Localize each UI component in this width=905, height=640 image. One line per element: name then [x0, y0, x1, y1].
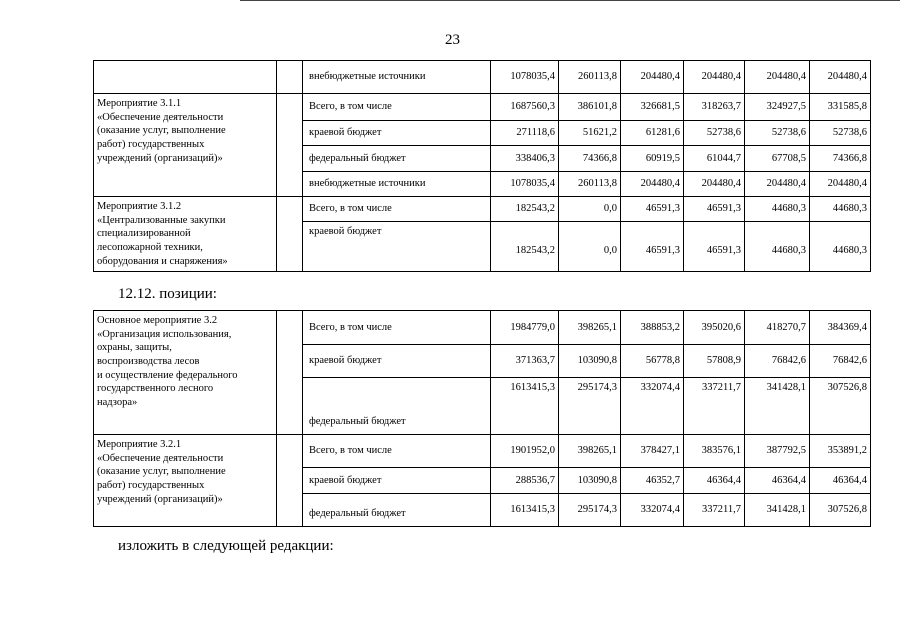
description-line: надзора»: [97, 396, 138, 408]
value-cell: 383576,1: [684, 435, 745, 468]
row-label: Всего, в том числе: [303, 94, 491, 121]
value-cell: 307526,8: [810, 494, 871, 527]
description-line: и осуществление федерального: [97, 369, 238, 381]
spacer-cell: [277, 311, 303, 435]
spacer-cell: [277, 435, 303, 527]
value-cell: 44680,3: [810, 197, 871, 222]
value-cell: 44680,3: [745, 197, 810, 222]
table-row: [94, 94, 871, 121]
value-cell: 271118,6: [491, 121, 559, 146]
description-line: (оказание услуг, выполнение: [97, 125, 226, 137]
value-cell: 338406,3: [491, 146, 559, 172]
value-cell: 74366,8: [559, 146, 621, 172]
description-line: учреждений (организаций)»: [97, 152, 223, 164]
row-label: краевой бюджет: [303, 222, 491, 272]
value-cell: 378427,1: [621, 435, 684, 468]
value-cell: 61044,7: [684, 146, 745, 172]
row-label: внебюджетные источники: [303, 172, 491, 197]
spacer-cell: [277, 61, 303, 94]
description-line: работ) государственных: [97, 479, 205, 491]
value-cell: 332074,4: [621, 494, 684, 527]
value-cell: 60919,5: [621, 146, 684, 172]
value-cell: 204480,4: [810, 61, 871, 94]
row-label: Всего, в том числе: [303, 197, 491, 222]
value-cell: 204480,4: [810, 172, 871, 197]
value-cell: 46364,4: [810, 468, 871, 494]
table-row: [94, 61, 871, 94]
description-line: Мероприятие 3.1.1: [97, 98, 182, 109]
row-label: краевой бюджет: [303, 345, 491, 378]
value-cell: 1078035,4: [491, 61, 559, 94]
value-cell: 44680,3: [810, 222, 871, 272]
row-label: краевой бюджет: [303, 121, 491, 146]
value-cell: 46591,3: [684, 222, 745, 272]
value-cell: 204480,4: [684, 61, 745, 94]
value-cell: 318263,7: [684, 94, 745, 121]
budget-table-3-1: [93, 60, 871, 272]
value-cell: 337211,7: [684, 378, 745, 435]
spacer-cell: [277, 197, 303, 272]
description-line: учреждений (организаций)»: [97, 493, 223, 505]
value-cell: 103090,8: [559, 468, 621, 494]
value-cell: 387792,5: [745, 435, 810, 468]
description-line: специализированной: [97, 228, 191, 240]
value-cell: 295174,3: [559, 378, 621, 435]
section-heading: 12.12. позиции:: [118, 286, 217, 302]
description-line: лесопожарной техники,: [97, 241, 203, 253]
value-cell: 395020,6: [684, 311, 745, 345]
description-line: «Обеспечение деятельности: [97, 452, 224, 464]
description-cell-3-1-1: [94, 94, 277, 197]
value-cell: 182543,2: [491, 197, 559, 222]
value-cell: 67708,5: [745, 146, 810, 172]
description-line: работ) государственных: [97, 138, 205, 150]
description-line: «Централизованные закупки: [97, 214, 226, 226]
value-cell: 341428,1: [745, 494, 810, 527]
value-cell: 1901952,0: [491, 435, 559, 468]
table-row: [94, 435, 871, 468]
value-cell: 52738,6: [684, 121, 745, 146]
description-line: «Организация использования,: [97, 328, 232, 340]
value-cell: 46364,4: [745, 468, 810, 494]
description-cell-3-2: [94, 311, 277, 435]
value-cell: 182543,2: [491, 222, 559, 272]
row-label: Всего, в том числе: [303, 435, 491, 468]
value-cell: 204480,4: [745, 61, 810, 94]
value-cell: 353891,2: [810, 435, 871, 468]
value-cell: 398265,1: [559, 435, 621, 468]
value-cell: 386101,8: [559, 94, 621, 121]
row-label: краевой бюджет: [303, 468, 491, 494]
value-cell: 46352,7: [621, 468, 684, 494]
value-cell: 324927,5: [745, 94, 810, 121]
value-cell: 1687560,3: [491, 94, 559, 121]
value-cell: 1613415,3: [491, 378, 559, 435]
value-cell: 326681,5: [621, 94, 684, 121]
value-cell: 103090,8: [559, 345, 621, 378]
value-cell: 46591,3: [621, 222, 684, 272]
value-cell: 1613415,3: [491, 494, 559, 527]
row-label: федеральный бюджет: [303, 378, 491, 435]
value-cell: 204480,4: [621, 61, 684, 94]
page-number: 23: [445, 32, 460, 48]
value-cell: 76842,6: [810, 345, 871, 378]
description-line: оборудования и снаряжения»: [97, 255, 228, 267]
description-line: государственного лесного: [97, 383, 214, 395]
value-cell: 46591,3: [684, 197, 745, 222]
table-row: [94, 197, 871, 222]
table-row: [94, 311, 871, 345]
value-cell: 52738,6: [810, 121, 871, 146]
value-cell: 398265,1: [559, 311, 621, 345]
value-cell: 384369,4: [810, 311, 871, 345]
value-cell: 260113,8: [559, 172, 621, 197]
value-cell: 295174,3: [559, 494, 621, 527]
description-cell: [94, 61, 277, 94]
row-label: Всего, в том числе: [303, 311, 491, 345]
value-cell: 307526,8: [810, 378, 871, 435]
value-cell: 204480,4: [745, 172, 810, 197]
value-cell: 0,0: [559, 197, 621, 222]
spacer-cell: [277, 94, 303, 197]
value-cell: 341428,1: [745, 378, 810, 435]
value-cell: 61281,6: [621, 121, 684, 146]
description-line: Мероприятие 3.2.1: [97, 439, 182, 450]
value-cell: 332074,4: [621, 378, 684, 435]
description-line: Мероприятие 3.1.2: [97, 201, 182, 212]
description-line: «Обеспечение деятельности: [97, 111, 224, 123]
value-cell: 371363,7: [491, 345, 559, 378]
row-label: федеральный бюджет: [303, 494, 491, 527]
value-cell: 260113,8: [559, 61, 621, 94]
top-border-line: [240, 0, 900, 1]
value-cell: 52738,6: [745, 121, 810, 146]
value-cell: 74366,8: [810, 146, 871, 172]
value-cell: 331585,8: [810, 94, 871, 121]
value-cell: 1078035,4: [491, 172, 559, 197]
closing-text: изложить в следующей редакции:: [118, 538, 334, 554]
description-line: (оказание услуг, выполнение: [97, 466, 226, 478]
value-cell: 288536,7: [491, 468, 559, 494]
value-cell: 337211,7: [684, 494, 745, 527]
value-cell: 46591,3: [621, 197, 684, 222]
value-cell: 0,0: [559, 222, 621, 272]
value-cell: 46364,4: [684, 468, 745, 494]
row-label: федеральный бюджет: [303, 146, 491, 172]
description-line: воспроизводства лесов: [97, 355, 200, 367]
value-cell: 57808,9: [684, 345, 745, 378]
value-cell: 1984779,0: [491, 311, 559, 345]
description-line: охраны, защиты,: [97, 342, 172, 354]
value-cell: 204480,4: [621, 172, 684, 197]
value-cell: 204480,4: [684, 172, 745, 197]
value-cell: 51621,2: [559, 121, 621, 146]
value-cell: 388853,2: [621, 311, 684, 345]
value-cell: 76842,6: [745, 345, 810, 378]
description-line: Основное мероприятие 3.2: [97, 315, 218, 326]
budget-table-3-2: [93, 310, 871, 527]
description-cell-3-1-2: [94, 197, 277, 272]
value-cell: 44680,3: [745, 222, 810, 272]
row-label: внебюджетные источники: [303, 61, 491, 94]
description-cell-3-2-1: [94, 435, 277, 527]
value-cell: 418270,7: [745, 311, 810, 345]
value-cell: 56778,8: [621, 345, 684, 378]
